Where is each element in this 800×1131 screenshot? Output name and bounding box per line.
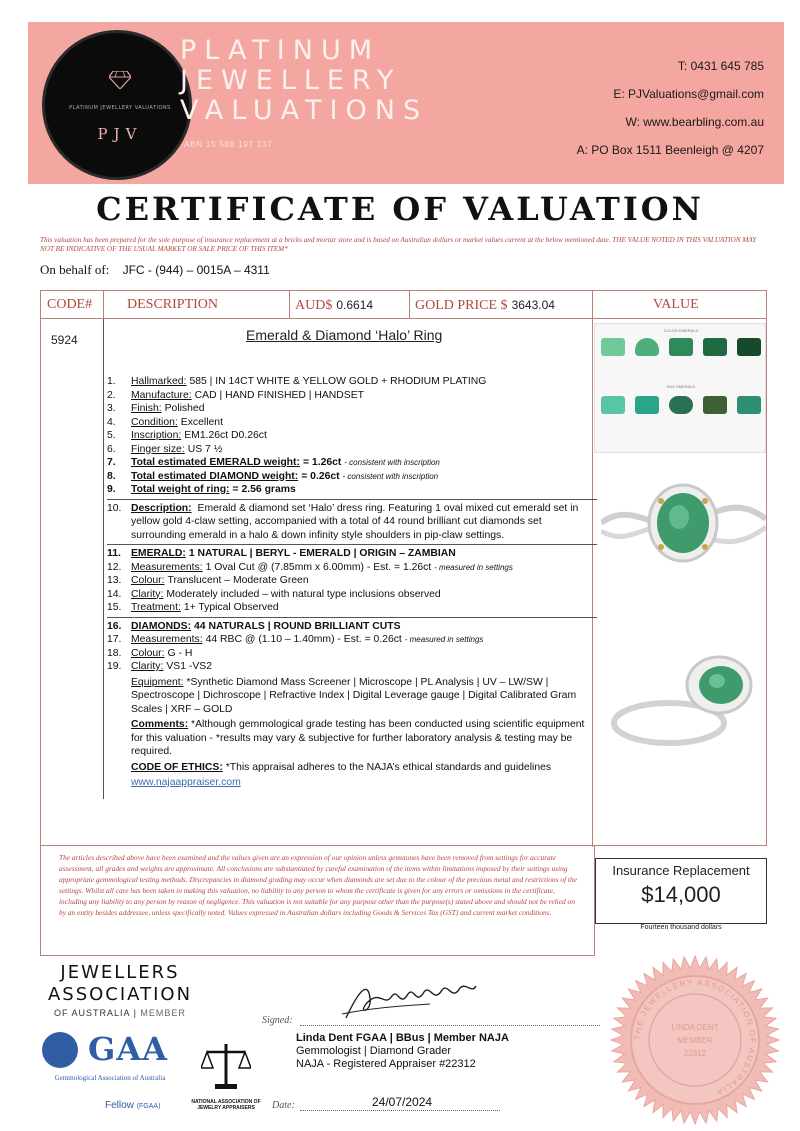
chart-row [601, 338, 761, 356]
on-behalf [40, 262, 270, 278]
equipment-note: Equipment: *Synthetic Diamond Mass Screener | Microscope | PL Analysis | UV – LW/SW | Spectroscope | Dichroscope | Refractive Index | Digital Leverage gauge | Digital Calibrated Gram Scales | XRF – GOLD [131, 676, 577, 715]
aud-label: AUD$ [295, 298, 333, 313]
gold-label: GOLD PRICE $ [415, 298, 508, 313]
gem-swatch [703, 338, 727, 356]
gem-swatch [703, 396, 727, 414]
list-item: 2. Manufacture: CAD | HAND FINISHED | HANDSET [107, 389, 365, 401]
list-item: 3. Finish: Polished [107, 403, 205, 414]
contact-block [577, 52, 764, 164]
logo-initials: PJV [97, 125, 143, 143]
signer-name: Linda Dent FGAA | BBus | Member NAJA [296, 1032, 509, 1044]
ethics-note: CODE OF ETHICS: *This appraisal adheres to the NAJA’s ethical standards and guidelines [131, 761, 552, 773]
header-description: DESCRIPTION [127, 297, 219, 312]
column-divider [289, 291, 290, 319]
valuation-table [40, 290, 767, 846]
list-item: 1. Hallmarked: 585 | IN 14CT WHITE & YELLOW GOLD + RHODIUM PLATING [107, 376, 487, 387]
jaa-line: ASSOCIATION [47, 984, 193, 1005]
member-seal [595, 948, 795, 1128]
list-item: 19. Clarity: VS1 -VS2 [107, 661, 212, 672]
insurance-words: Fourteen thousand dollars [640, 924, 722, 931]
item-title: Emerald & Diamond ‘Halo’ Ring [246, 327, 443, 343]
date-line [300, 1110, 500, 1111]
brand-line: VALUATIONS [180, 95, 429, 126]
list-item: 12. Measurements: 1 Oval Cut @ (7.85mm x 6.00mm) - Est. = 1.26ct - measured in settings [107, 561, 513, 573]
gem-swatch [635, 338, 659, 356]
list-item: 7. Total estimated EMERALD weight: = 1.26ct - consistent with inscription [107, 457, 440, 468]
item-code: 5924 [51, 333, 78, 347]
list-item: 15. Treatment: 1+ Typical Observed [107, 602, 279, 613]
ring-photo-front [601, 471, 766, 576]
item-details [107, 371, 597, 790]
naja-logo [186, 1040, 266, 1111]
header-aud [295, 291, 373, 319]
gem-swatch [669, 396, 693, 414]
list-item: 13. Colour: Translucent – Moderate Green [107, 575, 309, 586]
gem-swatch [669, 338, 693, 356]
list-item: 9. Total weight of ring: = 2.56 grams [107, 484, 296, 495]
chart-label: HUE EMERALD [666, 384, 696, 389]
gem-swatch [601, 338, 625, 356]
handwritten-signature [340, 978, 480, 1024]
date-value: 24/07/2024 [372, 1095, 433, 1109]
terms-text: The articles described above have been examined and the values given are an expression of our opinion unless gemstones have been removed from settings for accurate assessment, all grades and weights are approximate. All conclusions are substantiated by careful examination of the items within limitations imposed by their settings using appropriate gemmological testing methods. Discrepancies in diamond grading may occur when diamonds are set due to the colour of the precious metal and restrictions of the settings. Whilst all care has been taken in making this valuation, no liability to any person to whom the certificate is given for any errors or omissions in the certificate, including any liability to any person by reason of negligence. This valuation is not suitable for any purpose other than the purpose(s) stated above and should not be relied on by an entity besides addressee, unless specifically noted. Values expressed in Australian dollars including Goods & Services Tax (GST) and current market conditions. [40, 846, 595, 956]
list-item: 11. EMERALD: 1 NATURAL | BERYL - EMERALD | ORIGIN – ZAMBIAN [107, 548, 456, 559]
comments-note: Comments: *Although gemmological grade testing has been conducted using scientific equipment for this valuation - *results may vary & subjective for further laboratory analysis & testing may be required. [131, 719, 585, 757]
brand-name [180, 36, 428, 126]
contact-phone: T: 0431 645 785 [677, 59, 764, 73]
description-group [107, 499, 597, 543]
gold-value: 3643.04 [511, 298, 555, 312]
column-divider [103, 291, 104, 319]
jaa-line: JEWELLERS [60, 962, 180, 983]
gaa-name: Gemmological Association of Australia [54, 1074, 166, 1082]
contact-email: E: PJValuations@gmail.com [613, 87, 764, 101]
on-behalf-ref: JFC - (944) – 0015A – 4311 [122, 263, 270, 277]
logo-text: PLATINUM JEWELLERY VALUATIONS [69, 105, 171, 111]
gem-swatch [737, 396, 761, 414]
insurance-value: $14,000 [641, 882, 721, 907]
signer-title: Gemmologist | Diamond Grader [296, 1045, 452, 1057]
diamond-icon [109, 71, 131, 89]
signed-label: Signed: [262, 1015, 293, 1026]
signer-block [296, 1032, 509, 1071]
contact-web: W: www.bearbling.com.au [625, 115, 764, 129]
seal-center-line: 22312 [683, 1049, 707, 1058]
diamonds-group [107, 617, 597, 674]
column-divider [409, 291, 410, 319]
list-item: 16. DIAMONDS: 44 NATURALS | ROUND BRILLIANT CUTS [107, 620, 401, 632]
header-gold [415, 291, 555, 319]
general-group [107, 373, 597, 497]
header-code: CODE# [47, 297, 93, 312]
seal-center-line: LINDA DENT [671, 1023, 719, 1032]
list-item: 4. Condition: Excellent [107, 416, 223, 428]
header-band [28, 22, 784, 184]
ring-photo-side [609, 643, 764, 753]
abn: ABN 15 588 197 137 [184, 140, 273, 149]
gem-swatch [601, 396, 625, 414]
pjv-logo [42, 30, 192, 180]
scales-icon [201, 1040, 251, 1092]
gaa-emblem-icon [42, 1032, 78, 1068]
aud-value: 0.6614 [336, 298, 374, 312]
list-item: 14. Clarity: Moderately included – with natural type inclusions observed [107, 588, 441, 600]
seal-ring-text: THE JEWELLERY ASSOCIATION OF AUSTRALIA [632, 977, 758, 1098]
naja-name: NATIONAL ASSOCIATION OF JEWELRY APPRAISERS [191, 1099, 261, 1111]
insurance-box [595, 858, 767, 924]
insurance-label: Insurance Replacement [612, 863, 750, 878]
emerald-color-chart [594, 323, 766, 453]
on-behalf-label: On behalf of: [40, 262, 110, 277]
disclaimer: This valuation has been prepared for the sole purpose of insurance replacement at a bricks and mortar store and is based on Australian dollars or market values current at the below mentioned date. THE VALUE NOTED IN THIS VALUATION MAY NOT BE INDICATIVE OF THE USUAL MARKET OR SALE PRICE OF THIS ITEM* [40, 236, 757, 253]
gem-swatch [737, 338, 761, 356]
list-item: 18. Colour: G - H [107, 647, 193, 659]
list-item: 10. Description: Emerald & diamond set ‘Halo’ dress ring. Featuring 1 oval mixed cut emerald set in yellow gold 4-claw setting, accompanied with a total of 44 round brilliant cut diamonds set surrounding emerald in a halo & down infinity style shoulders in pip-claw settings. [107, 502, 579, 541]
date-label: Date: [272, 1100, 295, 1111]
naja-link[interactable]: www.najaappraiser.com [131, 777, 241, 788]
gaa-acronym: GAA [88, 1030, 168, 1068]
emerald-group [107, 544, 597, 615]
jaa-subline: OF AUSTRALIA | MEMBER [54, 1008, 186, 1018]
gaa-fellow: Fellow (FGAA) [105, 1100, 161, 1111]
list-item: 5. Inscription: EM1.26ct D0.26ct [107, 430, 267, 441]
chart-label: COLOR EMERALD [663, 328, 699, 333]
brand-line: PLATINUM [180, 35, 381, 66]
code-divider [103, 319, 104, 799]
contact-address: A: PO Box 1511 Beenleigh @ 4207 [576, 143, 764, 157]
list-item: 6. Finger size: US 7 ½ [107, 443, 223, 455]
table-header [41, 291, 766, 319]
gem-swatch [635, 396, 659, 414]
header-value: VALUE [653, 297, 699, 312]
seal-center-line: MEMBER [677, 1036, 713, 1045]
jaa-logo [40, 962, 200, 1018]
page-title: CERTIFICATE OF VALUATION [96, 190, 704, 228]
brand-line: JEWELLERY [180, 65, 402, 96]
chart-row [601, 396, 761, 414]
signature-line [300, 1025, 600, 1026]
signer-reg: NAJA - Registered Appraiser #22312 [296, 1058, 476, 1070]
list-item: 8. Total estimated DIAMOND weight: = 0.26ct - consistent with inscription [107, 470, 439, 482]
list-item: 17. Measurements: 44 RBC @ (1.10 – 1.40mm) - Est. = 0.26ct - measured in settings [107, 634, 484, 645]
